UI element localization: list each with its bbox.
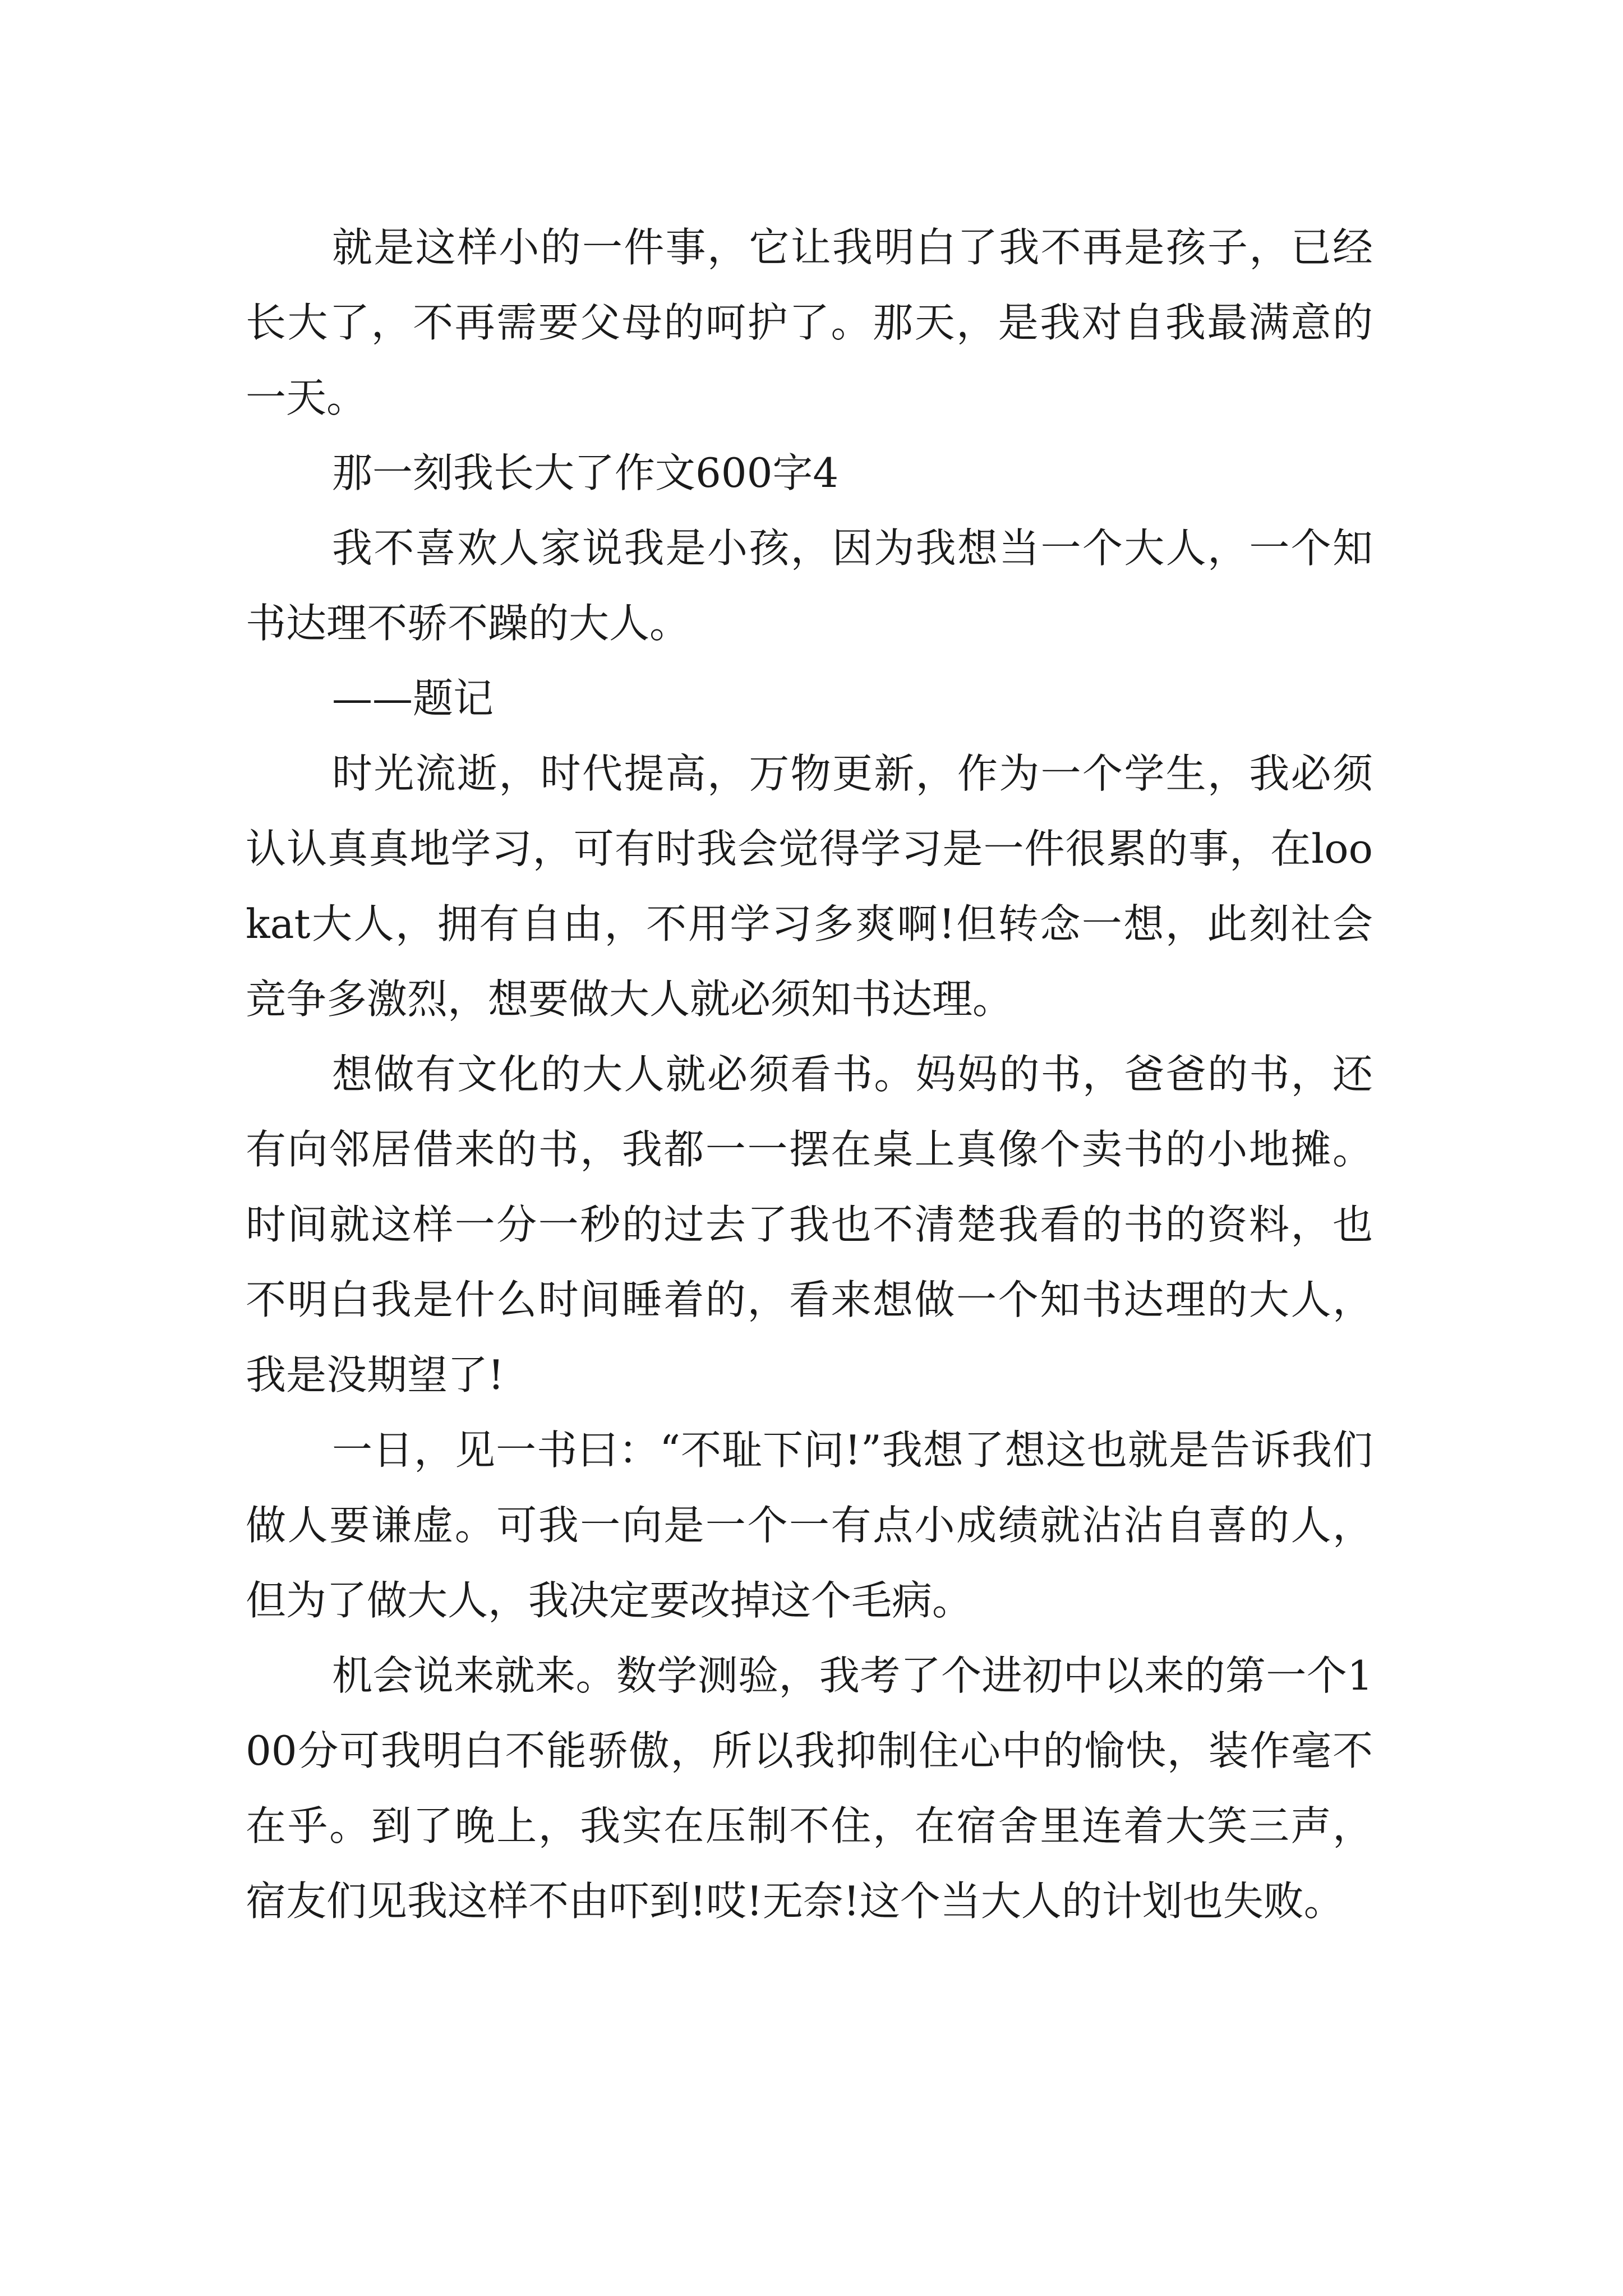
paragraph-exam: 机会说来就来。数学测验，我考了个进初中以来的第一个100分可我明白不能骄傲，所以我抑制住心中的愉快，装作毫不在乎。到了晚上，我实在压制不住，在宿舍里连着大笑三声，宿友们见我这样不由吓到!哎!无奈!这个当大人的计划也失败。 [246, 1652, 1373, 1925]
essay-title: 那一刻我长大了作文600字4 [332, 449, 839, 496]
paragraph-epigraph: 我不喜欢人家说我是小孩，因为我想当一个大人，一个知书达理不骄不躁的大人。 [246, 524, 1373, 647]
paragraph-conclusion: 就是这样小的一件事，它让我明白了我不再是孩子，已经长大了，不再需要父母的呵护了。那天，是我对自我最满意的一天。 [246, 224, 1373, 421]
paragraph-intro: 时光流逝，时代提高，万物更新，作为一个学生，我必须认认真真地学习，可有时我会觉得学习是一件很累的事，在lookat大人，拥有自由，不用学习多爽啊!但转念一想，此刻社会竞争多激烈，想要做大人就必须知书达理。 [246, 750, 1373, 1023]
epigraph-attribution: ——题记 [332, 675, 494, 722]
paragraph-modesty: 一日，见一书曰：“不耻下问!”我想了想这也就是告诉我们做人要谦虚。可我一向是一个一有点小成绩就沾沾自喜的人，但为了做大人，我决定要改掉这个毛病。 [246, 1427, 1373, 1624]
paragraph-reading: 想做有文化的大人就必须看书。妈妈的书，爸爸的书，还有向邻居借来的书，我都一一摆在桌上真像个卖书的小地摊。时间就这样一分一秒的过去了我也不清楚我看的书的资料，也不明白我是什么时间睡着的，看来想做一个知书达理的大人，我是没期望了! [246, 1051, 1373, 1398]
